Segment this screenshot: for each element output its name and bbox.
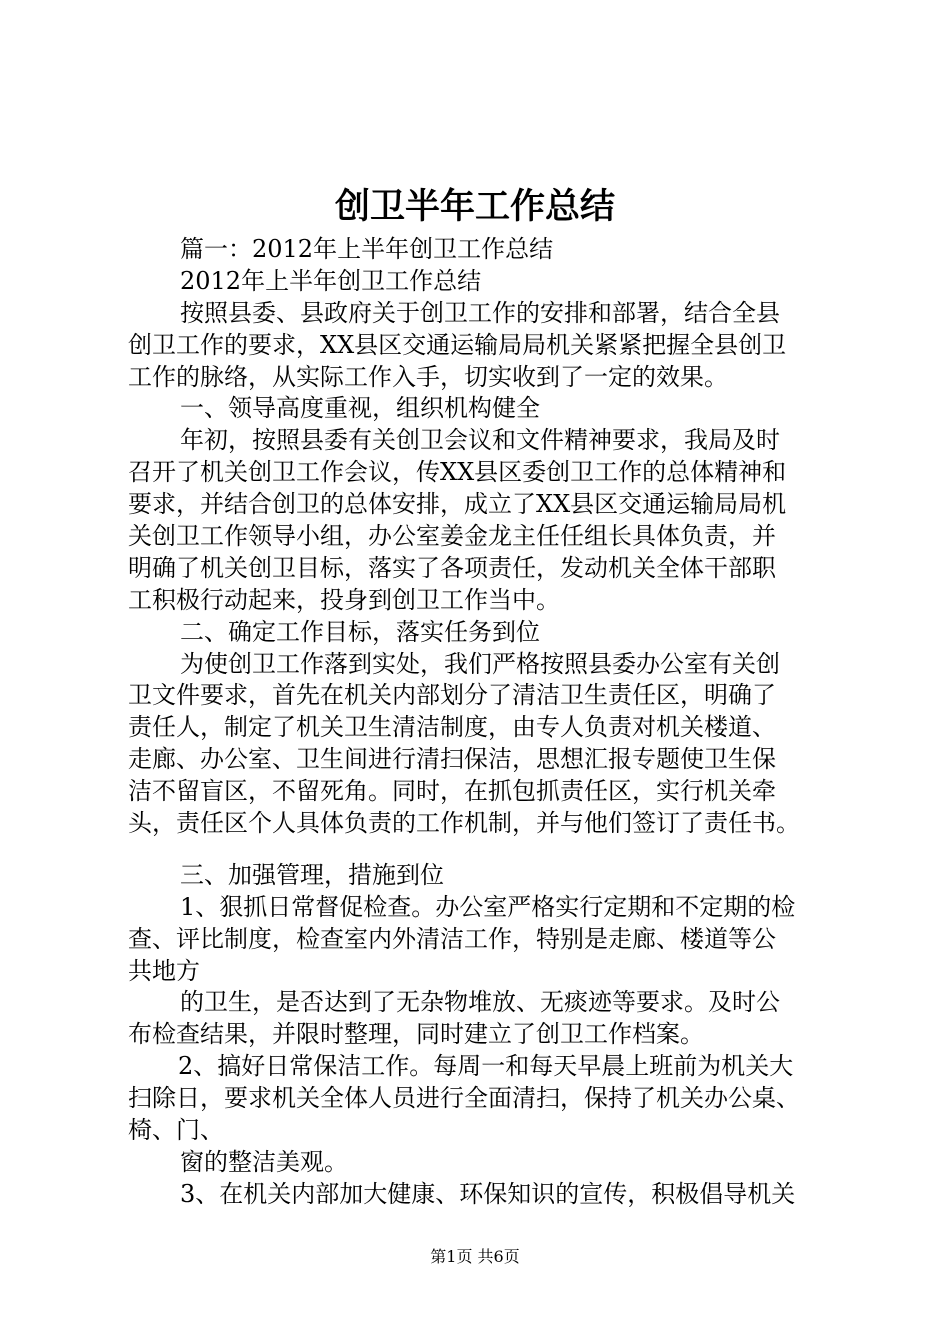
paragraph-line: 椅、门、 bbox=[128, 1116, 224, 1145]
paragraph-line: 篇一：2012年上半年创卫工作总结 bbox=[180, 235, 554, 263]
paragraph-line: 为使创卫工作落到实处，我们严格按照县委办公室有关创 bbox=[180, 649, 780, 678]
paragraph-line: 的卫生，是否达到了无杂物堆放、无痰迹等要求。及时公 bbox=[180, 988, 780, 1017]
paragraph-line: 3、在机关内部加大健康、环保知识的宣传，积极倡导机关 bbox=[180, 1179, 796, 1208]
document-title: 创卫半年工作总结 bbox=[334, 186, 615, 227]
document-body bbox=[128, 234, 858, 1211]
section-heading: 三、加强管理，措施到位 bbox=[180, 860, 444, 889]
paragraph-line: 查、评比制度，检查室内外清洁工作，特别是走廊、楼道等公 bbox=[128, 924, 776, 953]
paragraph-line: 头，责任区个人具体负责的工作机制，并与他们签订了责任书。 bbox=[128, 809, 800, 838]
paragraph-line: 卫文件要求，首先在机关内部划分了清洁卫生责任区，明确了 bbox=[128, 681, 776, 710]
paragraph-line: 年初，按照县委有关创卫会议和文件精神要求，我局及时 bbox=[180, 426, 780, 455]
paragraph-line: 1、狠抓日常督促检查。办公室严格实行定期和不定期的检 bbox=[180, 892, 796, 921]
paragraph-line: 按照县委、县政府关于创卫工作的安排和部署，结合全县 bbox=[180, 298, 780, 327]
paragraph-line: 共地方 bbox=[128, 956, 200, 985]
paragraph-line: 2012年上半年创卫工作总结 bbox=[180, 266, 482, 295]
paragraph-line: 关创卫工作领导小组，办公室姜金龙主任任组长具体负责，并 bbox=[128, 522, 776, 551]
paragraph-line: 走廊、办公室、卫生间进行清扫保洁，思想汇报专题使卫生保 bbox=[128, 745, 776, 774]
page-number: 第1页 共6页 bbox=[430, 1247, 520, 1266]
paragraph-line: 2、搞好日常保洁工作。每周一和每天早晨上班前为机关大 bbox=[178, 1052, 794, 1081]
paragraph-line: 窗的整洁美观。 bbox=[180, 1147, 348, 1176]
paragraph-line: 扫除日，要求机关全体人员进行全面清扫，保持了机关办公桌、 bbox=[128, 1084, 800, 1113]
paragraph-line: 明确了机关创卫目标，落实了各项责任，发动机关全体干部职 bbox=[128, 553, 776, 582]
paragraph-line: 责任人，制定了机关卫生清洁制度，由专人负责对机关楼道、 bbox=[128, 713, 776, 742]
section-heading: 二、确定工作目标，落实任务到位 bbox=[180, 617, 540, 646]
paragraph-gap bbox=[128, 840, 858, 860]
section-heading: 一、领导高度重视，组织机构健全 bbox=[180, 394, 540, 423]
paragraph-line: 召开了机关创卫工作会议，传XX县区委创卫工作的总体精神和 bbox=[128, 458, 787, 487]
paragraph-line: 工作的脉络，从实际工作入手，切实收到了一定的效果。 bbox=[128, 362, 728, 391]
paragraph-line: 布检查结果，并限时整理，同时建立了创卫工作档案。 bbox=[128, 1020, 704, 1049]
paragraph-line: 创卫工作的要求，XX县区交通运输局局机关紧紧把握全县创卫 bbox=[128, 330, 787, 359]
paragraph-line: 要求，并结合创卫的总体安排，成立了XX县区交通运输局局机 bbox=[128, 490, 787, 519]
paragraph-line: 工积极行动起来，投身到创卫工作当中。 bbox=[128, 585, 560, 614]
paragraph-line: 洁不留盲区，不留死角。同时，在抓包抓责任区，实行机关牵 bbox=[128, 777, 776, 806]
